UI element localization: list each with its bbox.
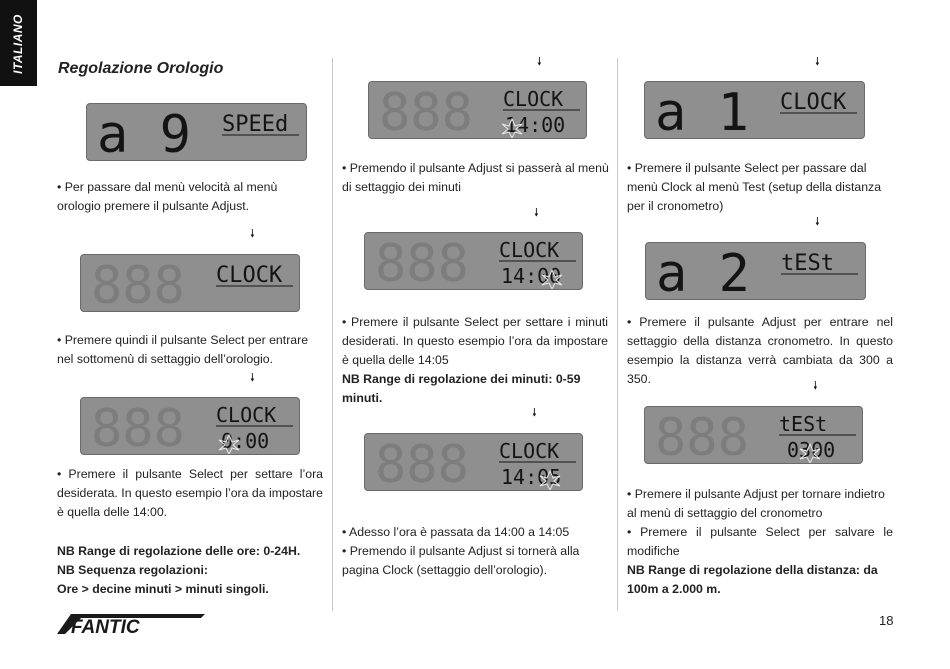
arrow-down-icon: 🠗: [534, 207, 539, 219]
lcd-big-digits: a 9: [97, 105, 191, 160]
lcd-display-clock-3: [368, 81, 587, 139]
page-number: 18: [879, 613, 894, 628]
lcd-top-word: SPEEd: [222, 112, 289, 137]
svg-text:888: 888: [379, 83, 473, 138]
lcd-a1-svg: [645, 82, 864, 138]
fantic-logo: [57, 612, 205, 636]
col2-paragraph-1: • Premendo il pulsante Adjust si passerà al menù di settaggio dei minuti: [342, 161, 609, 194]
lcd-bottom-word: 14:00: [501, 264, 562, 288]
arrow-down-icon: 🠗: [537, 56, 542, 68]
col2-paragraph-4: • Premendo il pulsante Adjust si tornerà alla pagina Clock (settaggio dell’orologio).: [342, 544, 580, 577]
lcd-top-word: CLOCK: [503, 87, 564, 111]
lcd-top-word: CLOCK: [216, 403, 277, 427]
col1-note-2: NB Sequenza regolazioni:: [57, 563, 208, 577]
col3-paragraph-4: • Premere il pulsante Select per salvare le modifiche: [627, 525, 893, 558]
lcd-big-digits: a 1: [655, 83, 749, 138]
col1-notes: [57, 542, 323, 599]
lcd-top-word: CLOCK: [499, 439, 560, 463]
col2-text-3: [342, 523, 610, 580]
lcd-speed-svg: [87, 104, 306, 160]
lcd-clock-5-svg: [365, 434, 582, 490]
lcd-clock-2-svg: [81, 398, 299, 454]
arrow-down-icon: 🠗: [815, 56, 820, 68]
lcd-bottom-word: 0:00: [221, 429, 270, 453]
lcd-display-clock-5: [364, 433, 583, 491]
arrow-down-icon: 🠗: [250, 228, 255, 240]
lcd-test-svg: [645, 407, 862, 463]
lcd-display-test-distance: [644, 406, 863, 464]
col3-paragraph-3: • Premere il pulsante Adjust per tornare indietro al menù di settaggio del cronometro: [627, 487, 885, 520]
svg-text:888: 888: [91, 399, 185, 454]
lcd-big-digits: a 2: [656, 244, 750, 299]
col1-text-1: [57, 178, 319, 216]
svg-text:888: 888: [375, 435, 469, 490]
fantic-logo-text: FANTIC: [71, 617, 140, 636]
col2-paragraph-3: • Adesso l’ora è passata da 14:00 a 14:05: [342, 525, 570, 539]
col1-text-3: [57, 465, 323, 522]
lcd-bottom-word: 14:00: [505, 113, 566, 137]
lcd-bottom-word: 0300: [787, 438, 836, 462]
lcd-clock-1-svg: [81, 255, 299, 311]
page-title: Regolazione Orologio: [58, 60, 224, 77]
language-label: ITALIANO: [11, 14, 25, 74]
lcd-display-a2-test: [645, 242, 866, 300]
language-tab: [0, 0, 37, 86]
lcd-display-a1-clock: [644, 81, 865, 139]
lcd-top-word: CLOCK: [780, 90, 847, 115]
arrow-down-icon: 🠗: [815, 216, 820, 228]
arrow-down-icon: 🠗: [813, 380, 818, 392]
col1-paragraph-2: • Premere quindi il pulsante Select per entrare nel sottomenù di settaggio dell’orologio.: [57, 333, 309, 366]
col1-text-2: [57, 331, 321, 369]
col3-text-3: [627, 485, 893, 561]
col3-paragraph-2: • Premere il pulsante Adjust per entrare nel settaggio della distanza cronometro. In questo esempio la distanza verrà cambiata da 300 a 350.: [627, 315, 893, 386]
column-divider-2: [617, 58, 618, 611]
col1-paragraph-3: • Premere il pulsante Select per settare l’ora desiderata. In questo esempio l’ora da impostare è quella delle 14:00.: [57, 467, 323, 519]
col2-note: [342, 370, 608, 408]
lcd-display-clock-2: [80, 397, 300, 455]
arrow-down-icon: 🠗: [532, 407, 537, 419]
col1-note-1: NB Range di regolazione delle ore: 0-24H.: [57, 544, 301, 558]
col1-paragraph-1: • Per passare dal menù velocità al menù orologio premere il pulsante Adjust.: [57, 180, 278, 213]
svg-text:888: 888: [655, 408, 749, 463]
col3-note-1: NB Range di regolazione della distanza: da 100m a 2.000 m.: [627, 563, 878, 596]
lcd-display-clock-4: [364, 232, 583, 290]
col3-paragraph-1: • Premere il pulsante Select per passare dal menù Clock al menù Test (setup della distanza per il cronometro): [627, 161, 882, 213]
lcd-clock-3-svg: [369, 82, 586, 138]
col2-note-1: NB Range di regolazione dei minuti: 0-59 minuti.: [342, 372, 581, 405]
col2-paragraph-2: • Premere il pulsante Select per settare i minuti desiderati. In questo esempio l’ora da impostare è quella delle 14:05: [342, 315, 608, 367]
lcd-bottom-word: 14:05: [501, 465, 562, 489]
lcd-top-word: tESt: [779, 412, 828, 436]
lcd-display-clock-1: [80, 254, 300, 312]
col1-note-3: Ore > decine minuti > minuti singoli.: [57, 582, 269, 596]
col2-text-2: [342, 313, 608, 370]
lcd-display-speed: [86, 103, 307, 161]
lcd-top-word: CLOCK: [499, 238, 560, 262]
col3-text-1: [627, 159, 895, 216]
column-divider-1: [332, 58, 333, 611]
svg-text:888: 888: [91, 256, 185, 311]
col3-note: [627, 561, 893, 599]
lcd-clock-4-svg: [365, 233, 582, 289]
lcd-a2-svg: [646, 243, 865, 299]
lcd-top-word: tESt: [781, 251, 834, 276]
col3-text-2: [627, 313, 893, 389]
lcd-top-word: CLOCK: [216, 263, 283, 288]
col2-text-1: [342, 159, 610, 197]
arrow-down-icon: 🠗: [250, 372, 255, 384]
svg-text:888: 888: [375, 234, 469, 289]
